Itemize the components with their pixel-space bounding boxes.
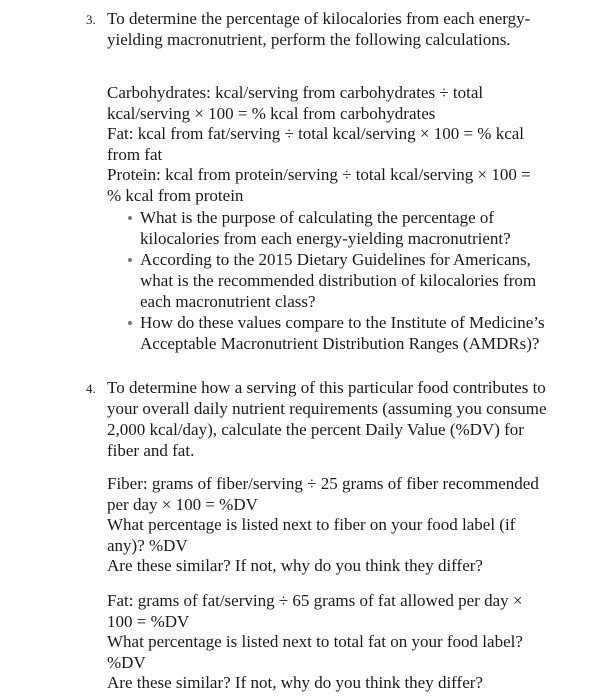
bullet-text: What is the purpose of calculating the percentage of kilocalories from each energy-yielding macronutrient?: [140, 208, 511, 248]
bullet-item: [128, 249, 558, 312]
fat-section: [107, 591, 547, 694]
question-3: [86, 8, 556, 50]
bullet-item: [128, 207, 558, 249]
discussion-bullets: [128, 207, 558, 354]
bullet-text: How do these values compare to the Institute of Medicine’s Acceptable Macronutrient Distribution Ranges (AMDRs)?: [140, 313, 545, 353]
fat-similarity-question: Are these similar? If not, why do you think they differ?: [107, 673, 483, 692]
fiber-calculation: Fiber: grams of fiber/serving ÷ 25 grams of fiber recommended per day × 100 = %DV: [107, 474, 539, 514]
fiber-label-question: What percentage is listed next to fiber on your food label (if any)? %DV: [107, 515, 516, 555]
bullet-text: According to the 2015 Dietary Guidelines for Americans, what is the recommended distribution of kilocalories from each macronutrient class?: [140, 250, 537, 311]
macronutrient-calculations: [107, 83, 547, 206]
fat-calculation: Fat: kcal from fat/serving ÷ total kcal/serving × 100 = % kcal from fat: [107, 124, 525, 164]
protein-calculation: Protein: kcal from protein/serving ÷ total kcal/serving × 100 = % kcal from protein: [107, 165, 531, 205]
carbohydrates-calculation: Carbohydrates: kcal/serving from carbohydrates ÷ total kcal/serving × 100 = % kcal from carbohydrates: [107, 83, 484, 123]
question-text: To determine how a serving of this particular food contributes to your overall daily nutrient requirements (assuming you consume 2,000 kcal/day), calculate the percent Daily Value (%DV) for fiber and fat.: [107, 378, 547, 460]
bullet-dot-icon: [128, 321, 132, 325]
bullet-dot-icon: [128, 258, 132, 262]
fat-label-question: What percentage is listed next to total fat on your food label? %DV: [107, 632, 523, 672]
question-text: To determine the percentage of kilocalories from each energy-yielding macronutrient, perform the following calculations.: [107, 9, 531, 49]
question-4: [86, 377, 556, 461]
fat-dv-calculation: Fat: grams of fat/serving ÷ 65 grams of fat allowed per day × 100 = %DV: [107, 591, 523, 631]
bullet-item: [128, 312, 558, 354]
question-number: 4.: [86, 381, 96, 396]
bullet-dot-icon: [128, 216, 132, 220]
question-number: 3.: [86, 12, 96, 27]
fiber-section: [107, 474, 547, 577]
fiber-similarity-question: Are these similar? If not, why do you think they differ?: [107, 556, 483, 575]
